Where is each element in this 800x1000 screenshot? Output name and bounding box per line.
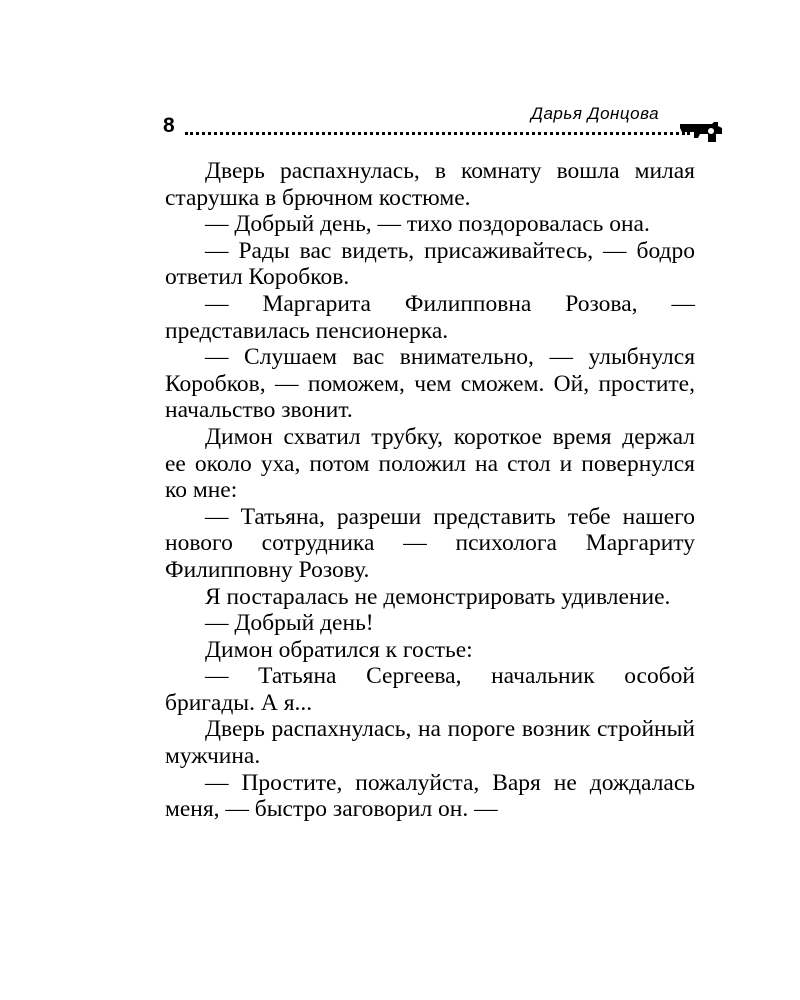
paragraph: Я постаралась не демонстрировать удивление.: [205, 583, 671, 610]
body-text: [165, 158, 695, 823]
dotted-rule: [185, 132, 690, 135]
author-name: Дарья Донцова: [531, 104, 660, 123]
paragraph: — Рады вас видеть, присаживайтесь, — бодро ответил Коробков.: [165, 237, 695, 291]
page-number: 8: [163, 114, 175, 137]
paragraph: — Добрый день, — тихо поздоровалась она.: [205, 211, 650, 238]
pistol-icon: [678, 118, 724, 144]
paragraph: Димон схватил трубку, короткое время держал ее около уха, потом положил на стол и повернулся ко мне:: [165, 423, 695, 504]
paragraph: — Татьяна Сергеева, начальник особой бригады. А я...: [165, 663, 695, 716]
paragraph: Дверь распахнулась, в комнату вошла милая старушка в брючном костюме.: [165, 158, 695, 211]
paragraph: — Маргарита Филипповна Розова, — представилась пенсионерка.: [165, 290, 695, 344]
paragraph: Димон обратился к гостье:: [205, 636, 473, 663]
paragraph: — Простите, пожалуйста, Варя не дождалась меня, — быстро заговорил он. —: [165, 769, 695, 823]
paragraph: Дверь распахнулась, на пороге возник стройный мужчина.: [165, 716, 695, 770]
paragraph: — Татьяна, разреши представить тебе нашего нового сотрудника — психолога Маргариту Филипповну Розову.: [165, 503, 695, 583]
paragraph: — Слушаем вас внимательно, — улыбнулся Коробков, — поможем, чем сможем. Ой, простите, начальство звонит.: [165, 344, 695, 424]
paragraph: — Добрый день!: [205, 610, 374, 637]
running-header: [163, 104, 723, 144]
